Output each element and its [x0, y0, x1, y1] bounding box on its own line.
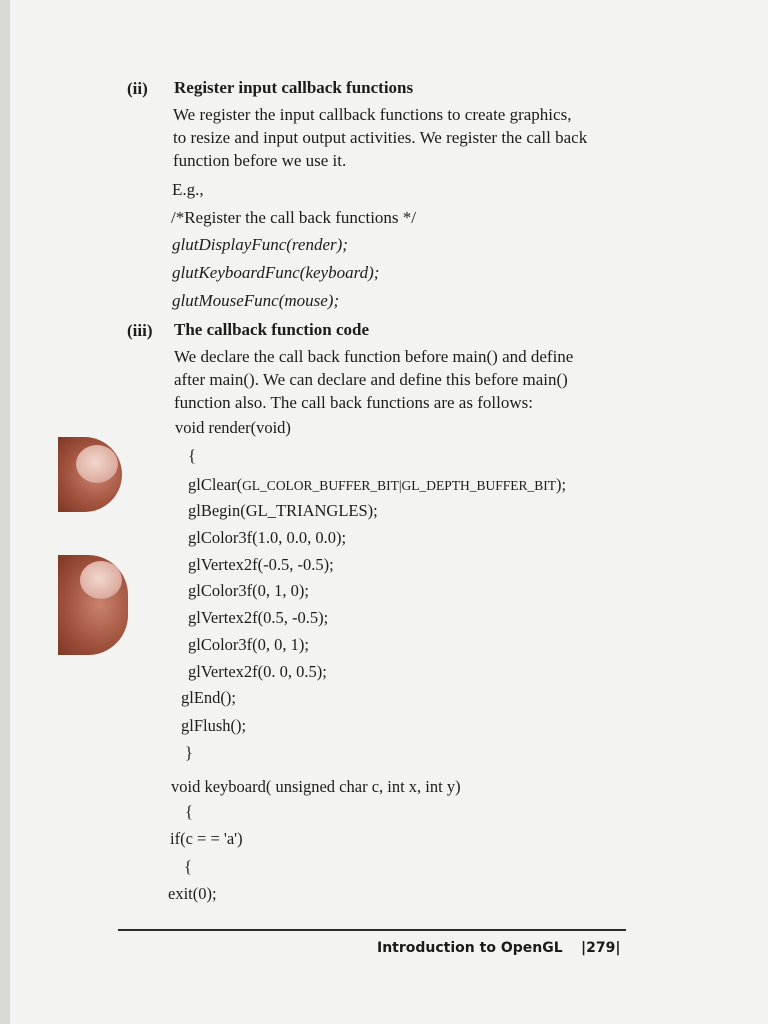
section-iii-paragraph-line: function also. The call back functions are as follows: [174, 393, 533, 412]
page-number: |279| [581, 940, 621, 956]
code-line: void render(void) [175, 418, 291, 437]
code-line: glutDisplayFunc(render); [172, 235, 348, 254]
code-line: void keyboard( unsigned char c, int x, int y) [171, 777, 461, 796]
code-line: glColor3f(0, 1, 0); [188, 581, 309, 600]
code-line: glVertex2f(0.5, -0.5); [188, 608, 329, 627]
code-token: ); [556, 475, 567, 494]
fingernail [76, 445, 118, 483]
code-token: glClear( [188, 475, 243, 494]
section-ii-paragraph-line: function before we use it. [173, 151, 347, 170]
code-line: } [185, 743, 193, 762]
section-iii-heading: The callback function code [174, 320, 370, 339]
code-line: glColor3f(1.0, 0.0, 0.0); [188, 528, 347, 547]
footer-rule [118, 929, 626, 931]
code-line: exit(0); [168, 884, 217, 903]
code-line: glutKeyboardFunc(keyboard); [172, 263, 380, 282]
section-ii-paragraph-line: to resize and input output activities. We register the call back [173, 128, 588, 147]
code-line: if(c = = 'a') [170, 829, 243, 848]
code-line: glutMouseFunc(mouse); [172, 291, 340, 310]
code-line: glColor3f(0, 0, 1); [188, 635, 309, 654]
code-line: glVertex2f(-0.5, -0.5); [188, 555, 334, 574]
code-token: GL_COLOR_BUFFER_BIT|GL_DEPTH_BUFFER_BIT [242, 478, 557, 493]
section-iii-number: (iii) [127, 321, 153, 340]
section-iii-paragraph-line: We declare the call back function before main() and define [174, 347, 574, 366]
code-line: glFlush(); [181, 716, 247, 735]
code-line-glclear [188, 477, 566, 494]
code-line: { [184, 857, 192, 876]
finger [58, 555, 128, 655]
code-line: { [185, 802, 193, 821]
section-ii-paragraph-line: We register the input callback functions to create graphics, [173, 105, 572, 124]
example-label: E.g., [172, 180, 204, 199]
section-ii-heading: Register input callback functions [174, 78, 414, 97]
section-ii-number: (ii) [127, 79, 148, 98]
finger [58, 437, 122, 512]
page-edge [0, 0, 10, 1024]
code-line: { [188, 446, 196, 465]
code-line: glBegin(GL_TRIANGLES); [188, 501, 378, 520]
code-line: glEnd(); [181, 688, 236, 707]
footer-title: Introduction to OpenGL [377, 940, 563, 956]
code-line: glVertex2f(0. 0, 0.5); [188, 662, 327, 681]
section-iii-paragraph-line: after main(). We can declare and define this before main() [174, 370, 568, 389]
code-comment: /*Register the call back functions */ [171, 208, 417, 227]
fingernail [80, 561, 122, 599]
